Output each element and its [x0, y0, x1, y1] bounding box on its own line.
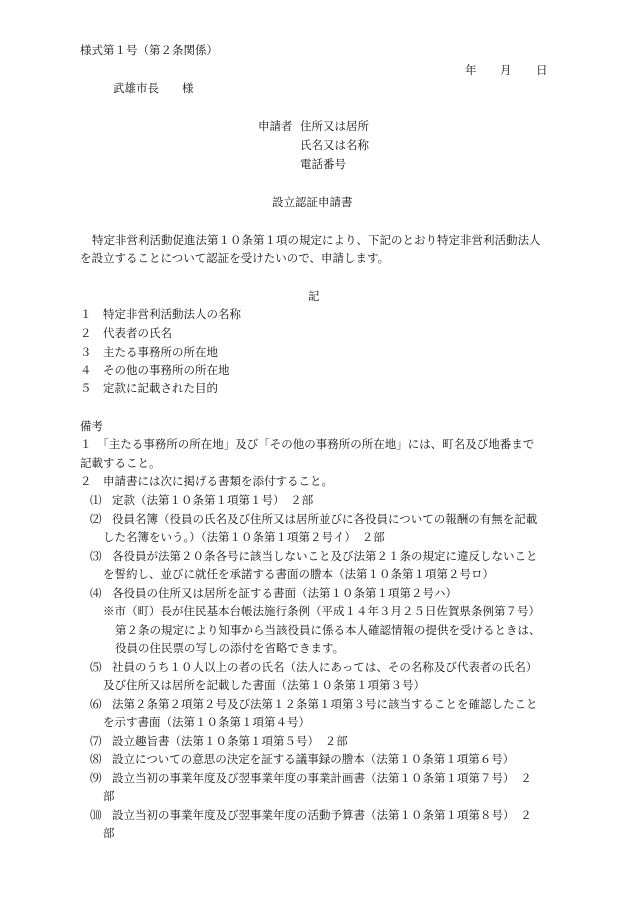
date-month: 月 — [500, 63, 512, 77]
form-number: 様式第１号（第２条関係） — [80, 43, 218, 57]
item-number: ５ — [80, 381, 92, 395]
doc-number: ⑵ — [90, 512, 102, 526]
doc-text: 部 — [103, 789, 115, 803]
doc-number: ⑴ — [90, 493, 102, 507]
doc-text: 設立当初の事業年度及び翌事業年度の活動予算書（法第１０条第１項第８号） ２ — [112, 808, 532, 822]
doc-text: 法第２条第２項第２号及び法第１２条第１項第３号に該当することを確認したこと — [112, 697, 538, 711]
remarks-heading: 備考 — [80, 419, 103, 433]
remark-line: 記載すること。 — [80, 456, 161, 470]
intro-line: 特定非営利活動促進法第１０条第１項の規定により、下記のとおり特定非営利活動法人 — [92, 233, 541, 247]
asterisk-note: 第２条の規定により知事から当該役員に係る本人確認情報の提供を受けるときは、 — [115, 623, 541, 637]
doc-text: を示す書面（法第１０条第１項第４号） — [103, 715, 310, 729]
applicant-address-label: 住所又は居所 — [300, 119, 369, 133]
doc-text: 設立についての意思の決定を証する議事録の謄本（法第１０条第１項第６号） — [112, 752, 515, 766]
item-number: ４ — [80, 363, 92, 377]
doc-text: 各役員の住所又は居所を証する書面（法第１０条第１項第２号ハ） — [112, 586, 457, 600]
doc-number: ⑼ — [90, 771, 102, 785]
doc-text: を誓約し、並びに就任を承諾する書面の謄本（法第１０条第１項第２号ロ） — [103, 567, 494, 581]
item-number: ２ — [80, 326, 92, 340]
addressee: 武雄市長 様 — [113, 81, 194, 95]
doc-text: 設立当初の事業年度及び翌事業年度の事業計画書（法第１０条第１項第７号） ２ — [112, 771, 532, 785]
doc-text: 役員名簿（役員の氏名及び住所又は居所並びに各役員についての報酬の有無を記載 — [112, 512, 538, 526]
doc-number: ⑺ — [90, 734, 102, 748]
applicant-label: 申請者 — [258, 119, 293, 133]
applicant-phone-label: 電話番号 — [300, 157, 346, 171]
doc-text: した名簿をいう。）（法第１０条第１項第２号イ） ２部 — [103, 530, 385, 544]
item-text: 特定非営利活動法人の名称 — [103, 307, 241, 321]
doc-number: ⑹ — [90, 697, 102, 711]
doc-number: ⑷ — [90, 586, 102, 600]
item-text: 定款に記載された目的 — [103, 381, 218, 395]
item-text: その他の事務所の所在地 — [103, 363, 230, 377]
doc-number: ⑶ — [90, 549, 102, 563]
asterisk-note: ※市（町）長が住民基本台帳法施行条例（平成１４年３月２５日佐賀県条例第７号） — [103, 604, 540, 618]
doc-text: 各役員が法第２０条各号に該当しないこと及び法第２１条の規定に違反しないこと — [112, 549, 538, 563]
intro-line: を設立することについて認証を受けたいので、申請します。 — [80, 251, 390, 265]
asterisk-note: 役員の住民票の写しの添付を省略できます。 — [115, 641, 345, 655]
doc-text: 定款（法第１０条第１項第１号） ２部 — [112, 493, 314, 507]
doc-text: 設立趣旨書（法第１０条第１項第５号） ２部 — [112, 734, 348, 748]
remark-line: １ 「主たる事務所の所在地」及び「その他の事務所の所在地」には、町名及び地番まで — [80, 437, 535, 451]
doc-text: 社員のうち１０人以上の者の氏名（法人にあっては、その名称及び代表者の氏名） — [112, 660, 538, 674]
remark-line: ２ 申請書には次に掲げる書類を添付すること。 — [80, 474, 333, 488]
date-day: 日 — [536, 63, 548, 77]
doc-number: ⑽ — [90, 808, 102, 822]
ki-heading: 記 — [308, 289, 320, 303]
item-text: 代表者の氏名 — [103, 326, 172, 340]
date-year: 年 — [465, 63, 477, 77]
item-text: 主たる事務所の所在地 — [103, 345, 218, 359]
item-number: １ — [80, 307, 92, 321]
doc-text: 及び住所又は居所を記載した書面（法第１０条第１項第３号） — [103, 678, 425, 692]
item-number: ３ — [80, 345, 92, 359]
doc-number: ⑻ — [90, 752, 102, 766]
doc-text: 部 — [103, 826, 115, 840]
applicant-name-label: 氏名又は名称 — [300, 138, 369, 152]
document-title: 設立認証申請書 — [272, 195, 353, 209]
doc-number: ⑸ — [90, 660, 102, 674]
